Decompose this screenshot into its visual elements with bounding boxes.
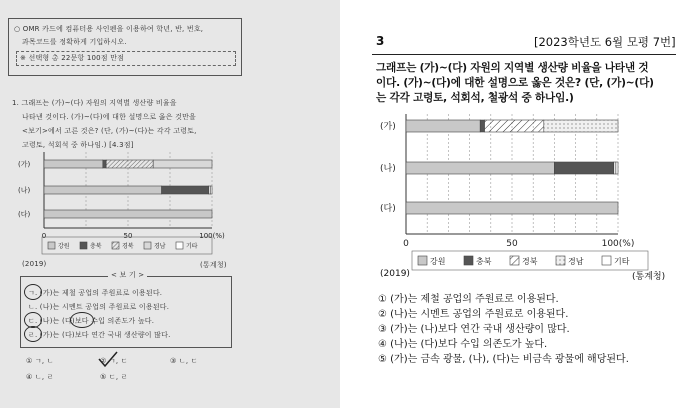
exam-page bbox=[362, 0, 680, 408]
category-label: (다) bbox=[380, 204, 396, 215]
bar-segment bbox=[614, 162, 616, 174]
answer-choice: ⑤ ㄷ, ㄹ bbox=[100, 373, 128, 381]
legend-swatch bbox=[510, 256, 519, 265]
stacked-bar-chart bbox=[362, 110, 680, 280]
q1-source: (통계청) bbox=[200, 261, 227, 269]
bar-segment bbox=[210, 186, 212, 194]
category-label: (다) bbox=[18, 210, 31, 219]
q1-line3: <보기>에서 고른 것은? (단, (가)~(다)는 각각 고령토, bbox=[22, 127, 197, 135]
handwritten-circle bbox=[24, 284, 42, 300]
legend-swatch bbox=[418, 256, 427, 265]
bar-segment bbox=[44, 186, 162, 194]
legend-swatch bbox=[112, 242, 119, 249]
bar-segment bbox=[480, 120, 484, 132]
answer-choice: ③ ㄴ, ㄷ bbox=[170, 357, 198, 365]
bar-segment bbox=[106, 160, 153, 168]
question-number: 3 bbox=[376, 34, 385, 48]
category-label: (가) bbox=[18, 160, 31, 169]
bogi-item: ㄷ. (나)는 (다)보다 수입 의존도가 높다. bbox=[28, 317, 155, 325]
legend-label: 경남 bbox=[154, 243, 166, 250]
x-tick-label: 0 bbox=[41, 232, 47, 240]
answer-option[interactable]: ③ (가)는 (나)보다 연간 국내 생산량이 많다. bbox=[378, 324, 570, 335]
x-tick-label: 100(%) bbox=[601, 239, 635, 249]
legend-label: 경북 bbox=[122, 243, 134, 250]
answer-choice: ④ ㄴ, ㄹ bbox=[26, 373, 54, 381]
category-label: (가) bbox=[380, 122, 396, 133]
notice-line2: 과목코드를 정확하게 기입하시오. bbox=[22, 38, 127, 46]
q1-line4: 고령토, 석회석 중 하나임.) [4.3점] bbox=[22, 141, 134, 149]
bogi-item: ㄹ. (가)는 (다)보다 연간 국내 생산량이 많다. bbox=[28, 331, 171, 339]
q1-line2: 나타낸 것이다. (가)~(다)에 대한 설명으로 옳은 것만을 bbox=[22, 113, 197, 121]
legend-label: 충북 bbox=[90, 243, 102, 250]
bar-segment bbox=[162, 186, 209, 194]
legend-label: 기타 bbox=[614, 257, 630, 266]
bar-segment bbox=[554, 162, 613, 174]
bogi-item: ㄴ. (나)는 시멘트 공업의 주원료로 이용된다. bbox=[28, 303, 170, 311]
legend-swatch bbox=[80, 242, 87, 249]
handwritten-checkmark bbox=[96, 350, 120, 370]
answer-option[interactable]: ⑤ (가)는 금속 광물, (나), (다)는 비금속 광물에 해당된다. bbox=[378, 354, 629, 365]
answer-choice: ① ㄱ, ㄴ bbox=[26, 357, 54, 365]
bar-segment bbox=[544, 120, 618, 132]
answer-option[interactable]: ① (가)는 제철 공업의 주원료로 이용된다. bbox=[378, 294, 559, 305]
legend-swatch bbox=[48, 242, 55, 249]
legend-swatch bbox=[144, 242, 151, 249]
exam-label: [2023학년도 6월 모평 7번] bbox=[534, 35, 676, 49]
bar-segment bbox=[103, 160, 106, 168]
category-label: (나) bbox=[380, 164, 396, 175]
legend-swatch bbox=[556, 256, 565, 265]
chart-source: (통계청) bbox=[632, 272, 666, 282]
bar-segment bbox=[616, 162, 618, 174]
question-line: 그래프는 (가)~(다) 자원의 지역별 생산량 비율을 나타낸 것 bbox=[376, 62, 649, 74]
notice-line3: ※ 선택형 총 22문항 100점 만점 bbox=[20, 54, 125, 62]
bogi-title: < 보 기 > bbox=[108, 270, 147, 280]
q1-chart bbox=[0, 148, 240, 266]
bar-segment bbox=[484, 120, 543, 132]
bogi-item: ㄱ. (가)는 제철 공업의 주원료로 이용된다. bbox=[28, 289, 163, 297]
bar-segment bbox=[406, 162, 554, 174]
bar-segment bbox=[406, 120, 480, 132]
legend-label: 경남 bbox=[568, 257, 584, 266]
legend-swatch bbox=[176, 242, 183, 249]
answer-option[interactable]: ④ (나)는 (다)보다 수입 의존도가 높다. bbox=[378, 339, 548, 350]
bar-segment bbox=[406, 202, 618, 214]
header-rule bbox=[372, 54, 676, 55]
handwritten-circle bbox=[70, 312, 94, 328]
question-line: 는 각각 고령토, 석회석, 철광석 중 하나임.) bbox=[376, 92, 574, 104]
q1-year: (2019) bbox=[22, 260, 47, 268]
answer-option[interactable]: ② (나)는 시멘트 공업의 주원료로 이용된다. bbox=[378, 309, 569, 320]
legend-label: 경북 bbox=[522, 257, 538, 266]
x-tick-label: 50 bbox=[123, 232, 133, 240]
legend-swatch bbox=[602, 256, 611, 265]
q1-line1: 1. 그래프는 (가)~(다) 자원의 지역별 생산량 비율을 bbox=[12, 99, 177, 107]
answer-choice: ② ㄱ, ㄷ bbox=[100, 357, 128, 365]
legend-label: 충북 bbox=[476, 257, 492, 266]
x-tick-label: 100(%) bbox=[199, 232, 225, 240]
category-label: (나) bbox=[18, 186, 31, 195]
chart-year: (2019) bbox=[380, 269, 410, 279]
legend-label: 기타 bbox=[186, 243, 198, 250]
legend-swatch bbox=[464, 256, 473, 265]
legend-label: 강원 bbox=[58, 243, 70, 250]
question-line: 이다. (가)~(다)에 대한 설명으로 옳은 것은? (단, (가)~(다) bbox=[376, 77, 654, 89]
bar-segment bbox=[44, 210, 212, 218]
handwritten-circle bbox=[24, 326, 42, 342]
bar-segment bbox=[153, 160, 212, 168]
x-tick-label: 0 bbox=[403, 239, 409, 249]
notice-line1: ○ OMR 카드에 컴퓨터용 사인펜을 이용하여 학년, 반, 번호, bbox=[14, 25, 204, 33]
legend-label: 강원 bbox=[430, 257, 446, 266]
bar-segment bbox=[44, 160, 103, 168]
x-tick-label: 50 bbox=[506, 239, 518, 249]
